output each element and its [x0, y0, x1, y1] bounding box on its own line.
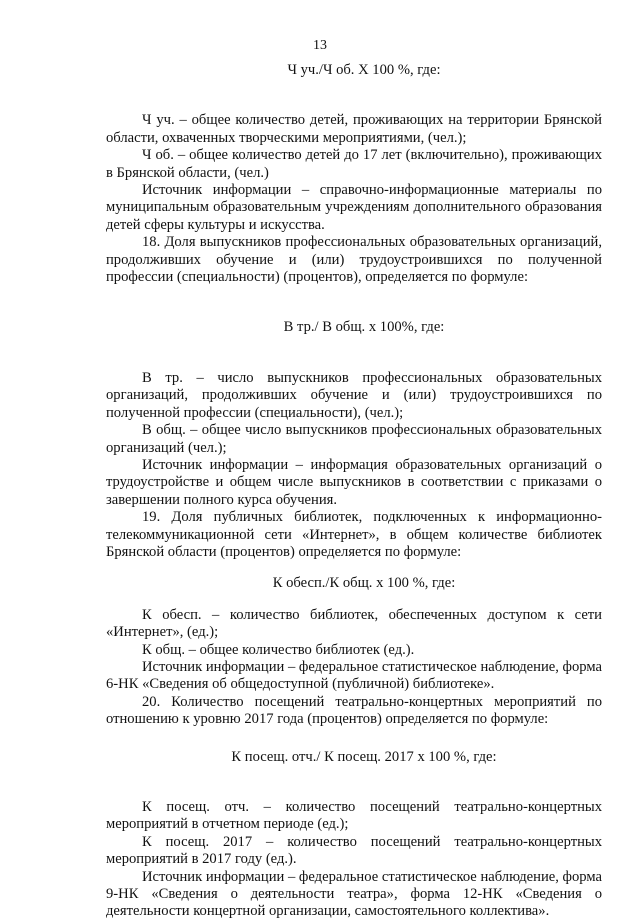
paragraph-definition: Ч уч. – общее количество детей, проживающих на территории Брянской области, охваченных творческими мероприятиями, (чел.); — [106, 112, 602, 146]
paragraph-definition: К посещ. 2017 – количество посещений театрально-концертных мероприятий в 2017 году (ед.). — [106, 833, 602, 868]
paragraph-source: Источник информации – федеральное статистическое наблюдение, форма 9-НК «Сведения о деятельности театра», форма 12-НК «Сведения о деятельности концертной организации, самостоятельного коллектива». — [106, 868, 602, 920]
paragraph-source: Источник информации – справочно-информационные материалы по муниципальным образовательным учреждениям дополнительного образования детей сферы культуры и искусства. — [106, 182, 602, 233]
page-number: 13 — [313, 38, 327, 53]
paragraph-definition: К посещ. отч. – количество посещений театрально-концертных мероприятий в отчетном периоде (ед.); — [106, 799, 602, 833]
document-body — [106, 62, 602, 921]
formula-libraries: К обесп./К общ. х 100 %, где: — [272, 575, 456, 592]
paragraph-source: Источник информации – информация образовательных организаций о трудоустройстве и общем числе выпускников в соответствии с приказами о завершении полного курса обучения. — [106, 456, 602, 508]
paragraph-item-20: 20. Количество посещений театрально-концертных мероприятий по отношению к уровню 2017 года (процентов) определяется по формуле: — [106, 693, 602, 728]
formula-children-share: Ч уч./Ч об. Х 100 %, где: — [287, 62, 441, 78]
formula-attendance: К посещ. отч./ К посещ. 2017 х 100 %, где: — [231, 748, 497, 765]
paragraph-definition: К общ. – общее количество библиотек (ед.). — [142, 641, 415, 658]
paragraph-item-19: 19. Доля публичных библиотек, подключенных к информационно-телекоммуникационной сети «Интернет», в общем количестве библиотек Брянской области (процентов) определяется по формуле: — [106, 509, 602, 560]
paragraph-definition: Ч об. – общее количество детей до 17 лет (включительно), проживающих в Брянской области, (чел.) — [106, 147, 602, 181]
paragraph-item-18: 18. Доля выпускников профессиональных образовательных организаций, продолживших обучение и (или) трудоустроившихся по полученной профессии (специальности) (процентов), определяется по формуле: — [106, 234, 602, 286]
paragraph-definition: К обесп. – количество библиотек, обеспеченных доступом к сети «Интернет», (ед.); — [106, 606, 602, 641]
paragraph-source: Источник информации – федеральное статистическое наблюдение, форма 6-НК «Сведения об общедоступной (публичной) библиотеке». — [106, 658, 602, 693]
formula-graduates: В тр./ В общ. х 100%, где: — [283, 319, 445, 336]
paragraph-definition: В общ. – общее число выпускников профессиональных образовательных организаций (чел.); — [106, 422, 602, 456]
paragraph-definition: В тр. – число выпускников профессиональных образовательных организаций, продолживших обучение и (или) трудоустроившихся по полученной профессии (специальности), (чел.); — [106, 369, 602, 421]
